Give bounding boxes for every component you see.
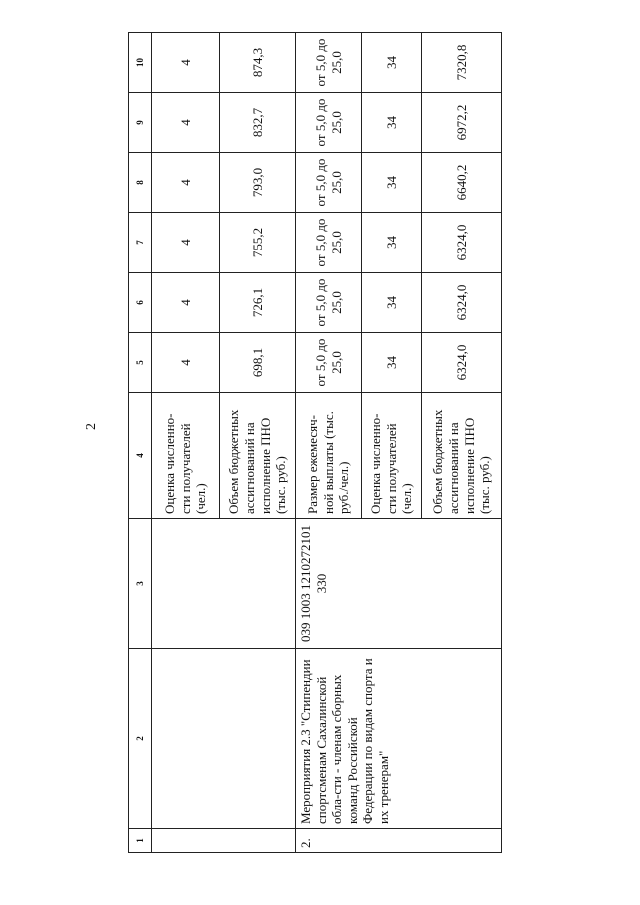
table-row	[152, 33, 220, 853]
budget-code-cell: 039 1003 1210272101 330	[296, 519, 502, 649]
value-cell: 726,1	[220, 273, 296, 333]
value-cell: от 5,0 до 25,0	[296, 153, 362, 213]
value-cell: от 5,0 до 25,0	[296, 213, 362, 273]
header-col-3: 3	[129, 519, 152, 649]
value-cell: 6324,0	[422, 333, 502, 393]
header-col-5: 5	[129, 333, 152, 393]
header-col-9: 9	[129, 93, 152, 153]
value-cell: от 5,0 до 25,0	[296, 33, 362, 93]
value-cell: 793,0	[220, 153, 296, 213]
value-cell: 6324,0	[422, 213, 502, 273]
value-cell: 4	[152, 153, 220, 213]
value-cell: 6324,0	[422, 273, 502, 333]
rotated-table-container	[128, 33, 498, 853]
value-cell: 4	[152, 33, 220, 93]
value-cell: 832,7	[220, 93, 296, 153]
value-cell: 4	[152, 93, 220, 153]
indicator-cell: Объем бюджетных ассигнований на исполнение ПНО (тыс. руб.)	[220, 393, 296, 519]
value-cell: от 5,0 до 25,0	[296, 273, 362, 333]
header-col-2: 2	[129, 649, 152, 829]
header-col-1: 1	[129, 829, 152, 853]
header-row	[129, 33, 152, 853]
value-cell: 698,1	[220, 333, 296, 393]
value-cell: от 5,0 до 25,0	[296, 333, 362, 393]
value-cell: 34	[362, 33, 422, 93]
value-cell: 4	[152, 333, 220, 393]
header-col-8: 8	[129, 153, 152, 213]
header-col-7: 7	[129, 213, 152, 273]
indicator-cell: Оценка численно-сти получателей (чел.)	[152, 393, 220, 519]
header-col-4: 4	[129, 393, 152, 519]
value-cell: 34	[362, 93, 422, 153]
value-cell: 755,2	[220, 213, 296, 273]
program-table	[128, 32, 502, 853]
value-cell: 7320,8	[422, 33, 502, 93]
table-row	[296, 33, 362, 853]
indicator-cell: Объем бюджетных ассигнований на исполнение ПНО (тыс. руб.)	[422, 393, 502, 519]
event-cell: Мероприятия 2.3 "Стипендии спортсменам Сахалинской обла-сти - членам сборных команд Российской Федерации по видам спорта и их тренерам"	[296, 649, 502, 829]
indicator-cell: Оценка численно-сти получателей (чел.)	[362, 393, 422, 519]
row-number-cell: 2.	[296, 829, 502, 853]
indicator-cell: Размер ежемесяч-ной выплаты (тыс. руб./чел.)	[296, 393, 362, 519]
value-cell: 6640,2	[422, 153, 502, 213]
page-number: 2	[84, 423, 99, 430]
value-cell: 4	[152, 273, 220, 333]
event-cell	[152, 649, 296, 829]
value-cell: 34	[362, 333, 422, 393]
header-col-10: 10	[129, 33, 152, 93]
value-cell: 874,3	[220, 33, 296, 93]
value-cell: 6972,2	[422, 93, 502, 153]
value-cell: 4	[152, 213, 220, 273]
header-col-6: 6	[129, 273, 152, 333]
value-cell: 34	[362, 213, 422, 273]
value-cell: 34	[362, 153, 422, 213]
value-cell: от 5,0 до 25,0	[296, 93, 362, 153]
budget-code-cell	[152, 519, 296, 649]
row-number-cell	[152, 829, 296, 853]
value-cell: 34	[362, 273, 422, 333]
